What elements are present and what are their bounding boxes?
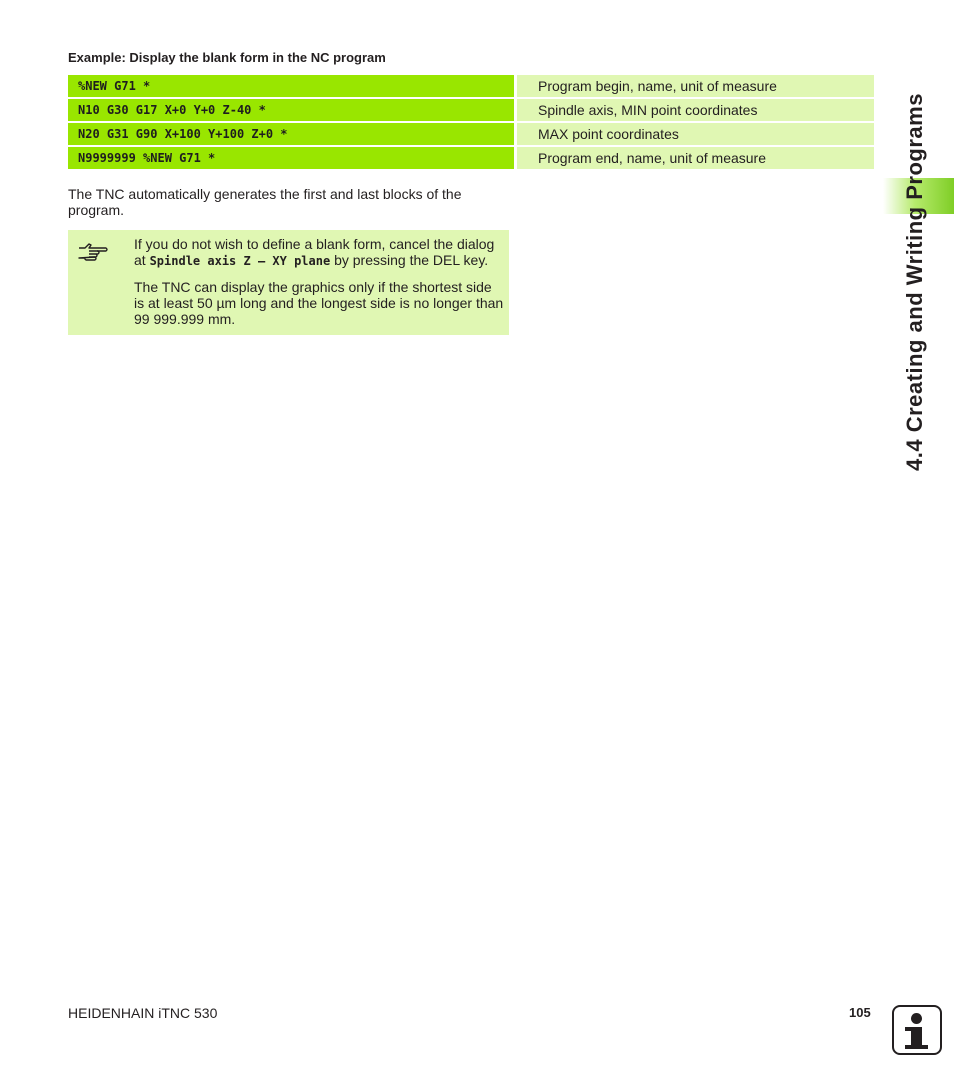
dialog-code: Spindle axis Z – XY plane	[149, 254, 331, 268]
nc-code-cell: %NEW G71 *	[68, 75, 514, 97]
nc-code-cell: N10 G30 G17 X+0 Y+0 Z-40 *	[68, 99, 514, 121]
table-row	[68, 123, 874, 145]
note-text	[134, 236, 504, 337]
chapter-title: 4.4 Creating and Writing Programs	[902, 93, 927, 471]
info-icon	[892, 1005, 942, 1055]
nc-program-table	[68, 75, 874, 171]
pointing-hand-icon	[77, 240, 109, 264]
note-paragraph-graphics: The TNC can display the graphics only if the shortest side is at least 50 µm long and the longest side is no longer than 99 999.999 mm.	[134, 279, 504, 327]
nc-desc-cell: Spindle axis, MIN point coordinates	[517, 99, 874, 121]
note-paragraph-dialog: If you do not wish to define a blank form, cancel the dialog at Spindle axis Z – XY plane by pressing the DEL key.	[134, 236, 495, 268]
footer-product: HEIDENHAIN iTNC 530	[68, 1005, 218, 1021]
page-number: 105	[849, 1005, 871, 1020]
nc-code-cell: N9999999 %NEW G71 *	[68, 147, 514, 169]
nc-desc-cell: MAX point coordinates	[517, 123, 874, 145]
nc-desc-cell: Program begin, name, unit of measure	[517, 75, 874, 97]
note-box	[68, 230, 509, 335]
example-heading: Example: Display the blank form in the NC program	[68, 50, 386, 65]
nc-code-cell: N20 G31 G90 X+100 Y+100 Z+0 *	[68, 123, 514, 145]
nc-desc-cell: Program end, name, unit of measure	[517, 147, 874, 169]
body-paragraph: The TNC automatically generates the first and last blocks of the program.	[68, 186, 462, 218]
table-row	[68, 99, 874, 121]
table-row	[68, 75, 874, 97]
table-row	[68, 147, 874, 169]
